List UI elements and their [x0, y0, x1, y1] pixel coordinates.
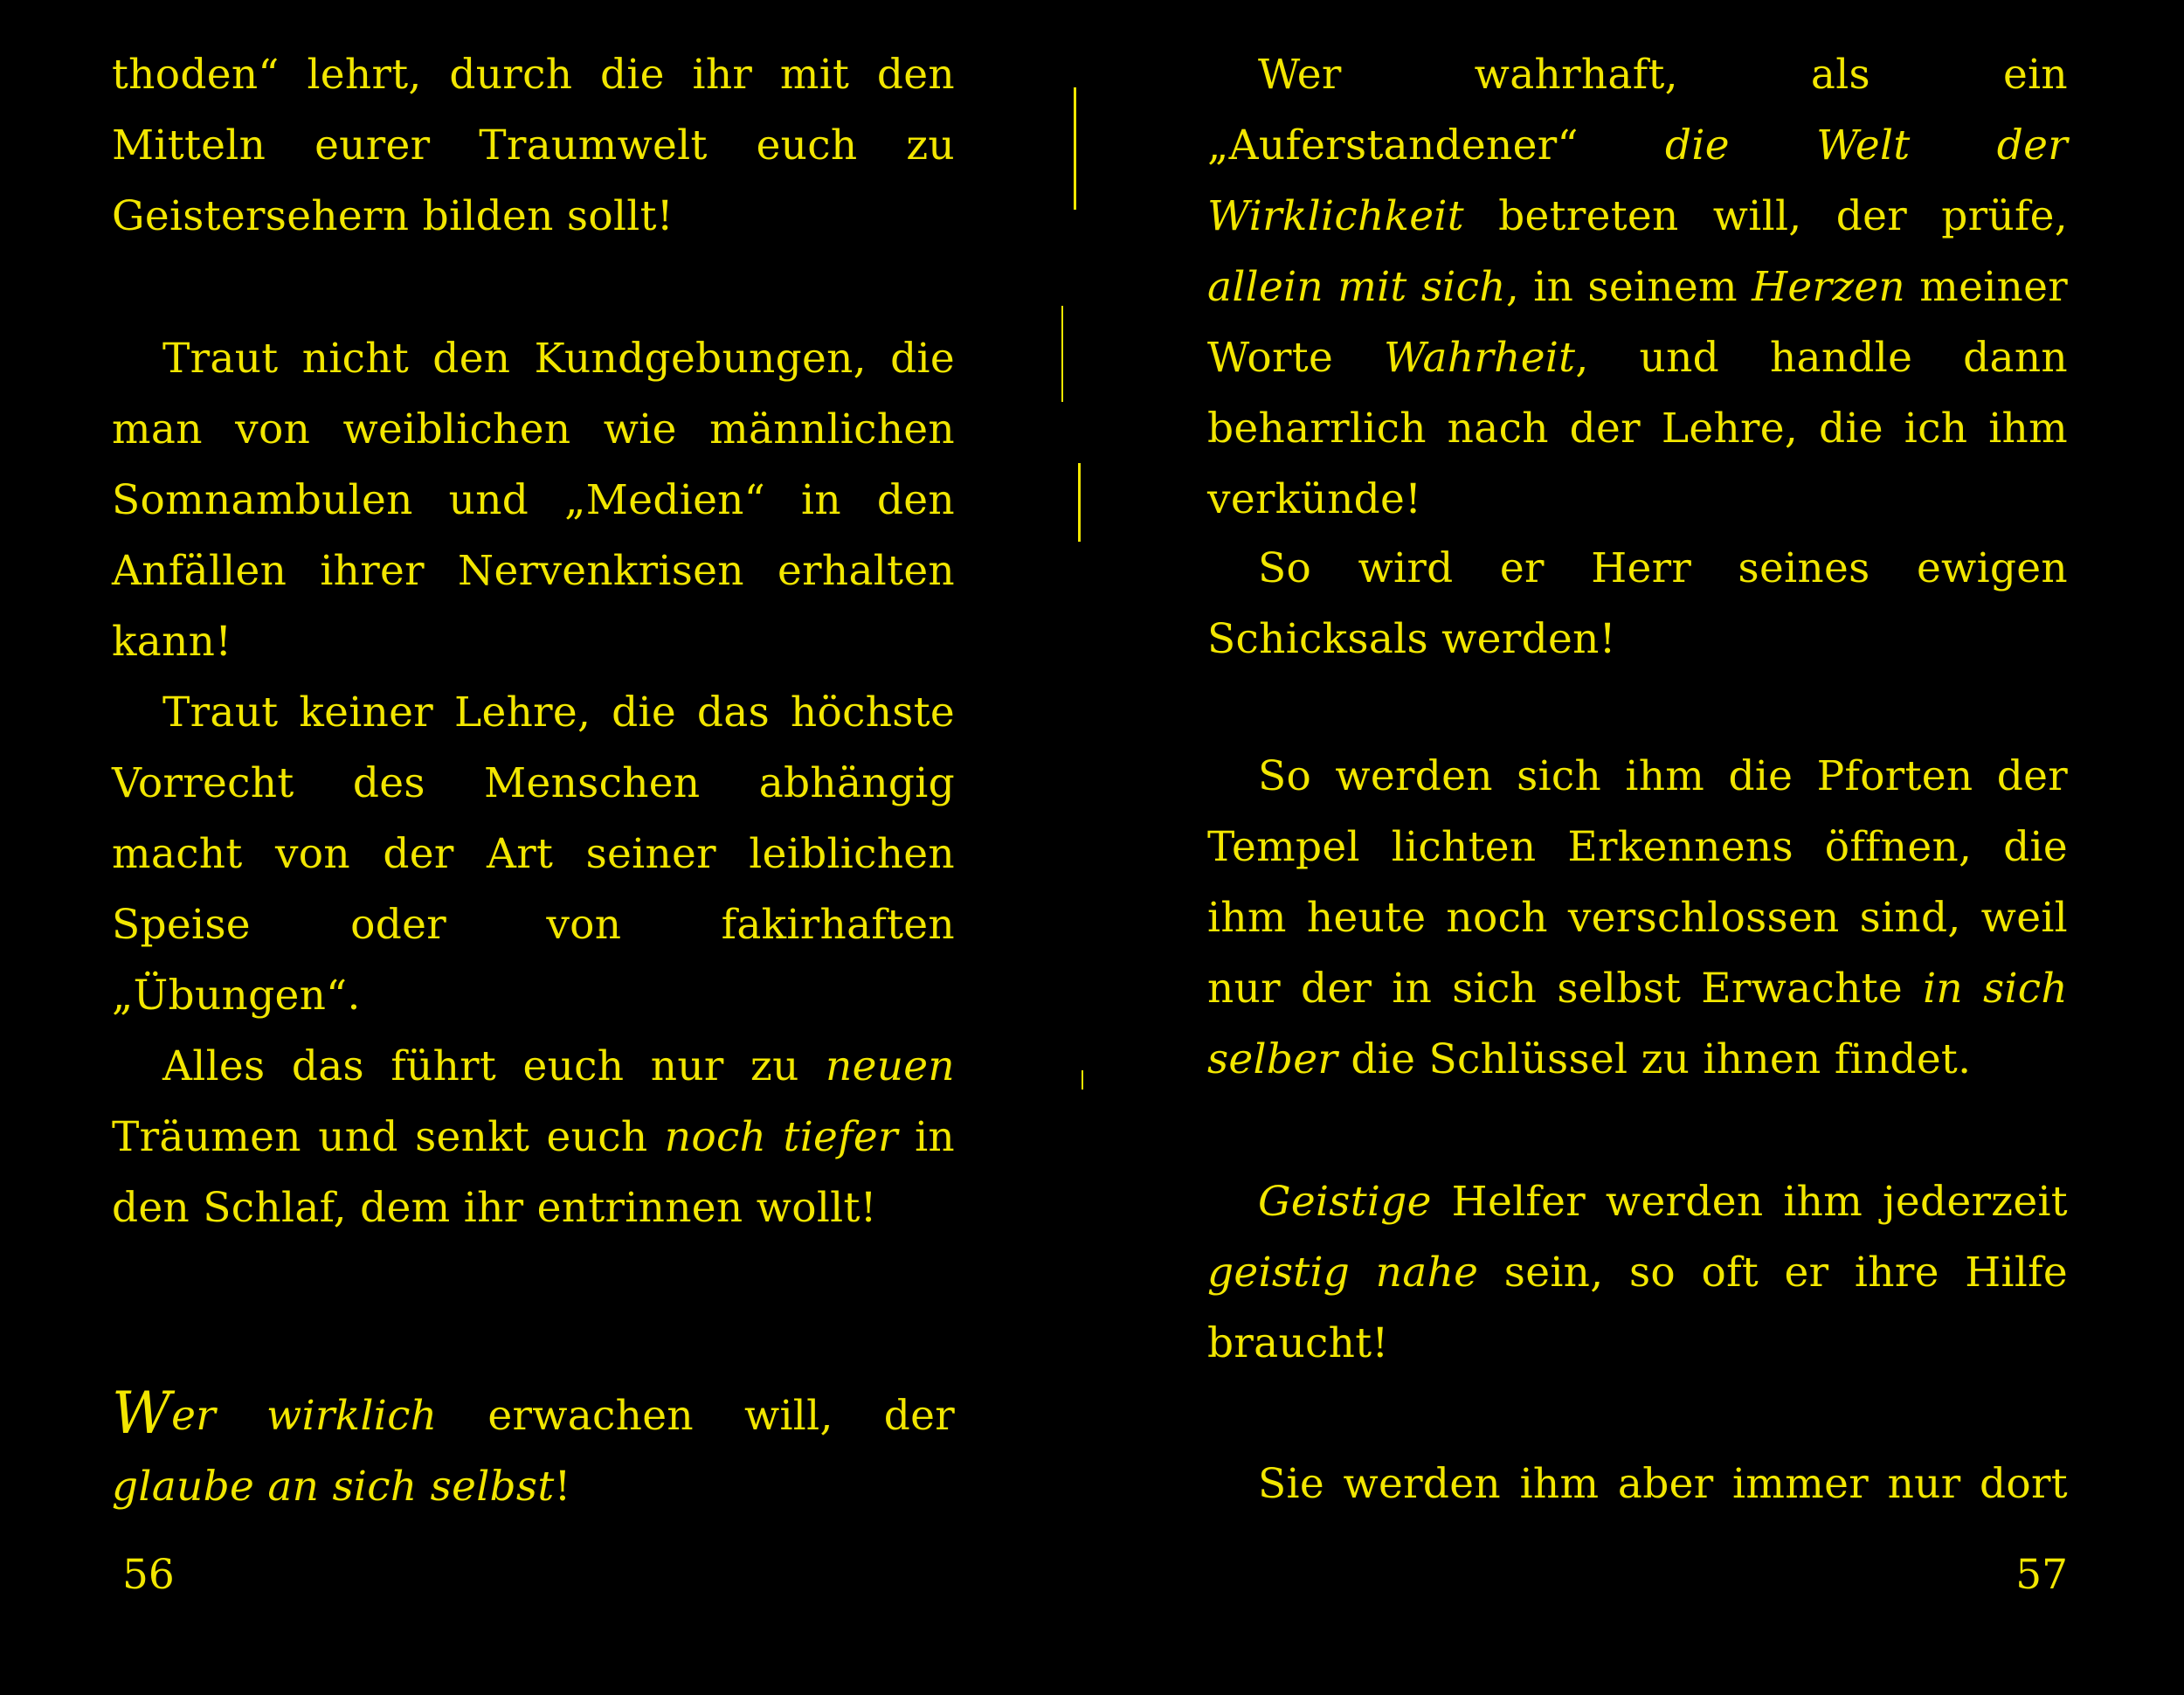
gutter-line-top — [1074, 87, 1076, 210]
left-paragraph-3: Traut keiner Lehre, die das höchste Vorrecht des Menschen abhängig macht von der Art seiner leiblichen Speise oder von fakirhaften „Übungen“. — [112, 688, 955, 1020]
right-paragraph-2: So wird er Herr seines ewigen Schicksals werden! — [1207, 544, 2068, 663]
right-paragraph-1: Wer wahrhaft, als ein „Auferstandener“ die Welt der Wirklichkeit betreten will, der prüfe, allein mit sich, in seinem Herzen meiner Worte Wahrheit, und handle dann beharrlich nach der Lehre, die ich ihm verkünde! — [1207, 51, 2069, 523]
left-paragraph-2: Traut nicht den Kundgebungen, die man von weiblichen wie männlichen Somnambulen und „Medien“ in den Anfällen ihrer Nervenkrisen erhalten kann! — [112, 335, 955, 666]
right-page — [1207, 0, 2068, 1695]
page-number-left: 56 — [122, 1551, 175, 1599]
right-paragraph-3: So werden sich ihm die Pforten der Tempel lichten Erkennens öffnen, die ihm heute noch verschlossen sind, weil nur der in sich selbst Erwachte in sich selber die Schlüssel zu ihnen findet. — [1207, 752, 2069, 1083]
gutter-line-lower — [1078, 463, 1081, 542]
left-page — [112, 0, 955, 1695]
right-paragraph-4: Geistige Helfer werden ihm jederzeit geistig nahe sein, so oft er ihre Hilfe braucht! — [1207, 1178, 2068, 1367]
gutter-line-middle — [1061, 306, 1063, 402]
left-paragraph-4: Alles das führt euch nur zu neuen Träumen und senkt euch noch tiefer in den Schlaf, dem ihr entrinnen wollt! — [112, 1042, 955, 1232]
left-paragraph-5: Wer wirklich erwachen will, der glaube an sich selbst! — [112, 1380, 955, 1511]
left-paragraph-1: thoden“ lehrt, durch die ihr mit den Mitteln eurer Traumwelt euch zu Geistersehern bilden sollt! — [112, 51, 955, 240]
right-paragraph-5: Sie werden ihm aber immer nur dort — [1258, 1460, 2068, 1508]
page-number-right: 57 — [2015, 1551, 2068, 1599]
gutter-tick — [1082, 1070, 1083, 1090]
